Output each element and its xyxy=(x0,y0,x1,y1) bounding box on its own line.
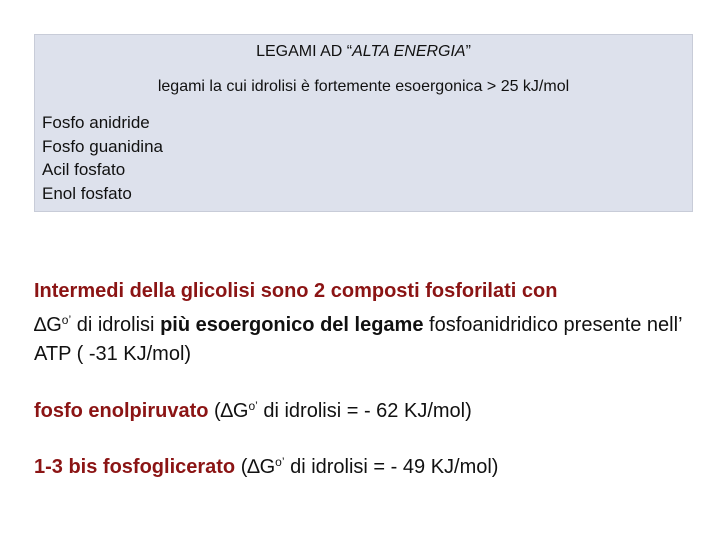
box-title-pre: LEGAMI AD “ xyxy=(256,43,353,60)
pep-delta: ∆G xyxy=(220,400,249,422)
delta-g-symbol: ∆G xyxy=(34,314,62,336)
pep-sup: o’ xyxy=(248,399,258,413)
bpg-sup: o’ xyxy=(275,455,285,469)
list-item: Fosfo anidride xyxy=(42,113,150,132)
paragraph-bold-text: più esoergonico del legame xyxy=(160,314,424,336)
pep-rest: di idrolisi = - 62 KJ/mol) xyxy=(257,400,472,422)
box-title-italic: ALTA ENERGIA xyxy=(352,43,466,60)
bpg-open: ( xyxy=(235,456,248,478)
list-item: Fosfo guanidina xyxy=(42,136,163,156)
bpg-name: 1-3 bis fosfoglicerato xyxy=(34,456,236,478)
bpg-delta: ∆G xyxy=(247,456,276,478)
delta-g-superscript: o’ xyxy=(61,313,72,327)
list-item: Acil fosfato xyxy=(42,160,126,179)
list-item: Enol fosfato xyxy=(42,183,132,203)
intro-red-text: Intermedi della glicolisi sono 2 composti fosforilati con xyxy=(34,280,558,302)
pep-open: ( xyxy=(208,400,221,422)
box-title xyxy=(35,43,692,61)
bond-type-list xyxy=(42,111,163,205)
high-energy-bonds-box xyxy=(34,34,693,212)
pep-line xyxy=(34,392,694,426)
bpg-line xyxy=(34,448,694,482)
box-subtitle: legami la cui idrolisi è fortemente esoergonica > 25 kJ/mol xyxy=(157,78,570,95)
paragraph-text-a: di idrolisi xyxy=(71,314,161,336)
bpg-rest: di idrolisi = - 49 KJ/mol) xyxy=(284,456,499,478)
box-title-post: ” xyxy=(465,43,471,60)
paragraph-text-b: fosfoanidridico presente nell’ ATP ( -31 KJ/mol) xyxy=(34,314,682,365)
pep-name: fosfo enolpiruvato xyxy=(34,400,209,422)
glycolysis-paragraph xyxy=(34,277,694,369)
